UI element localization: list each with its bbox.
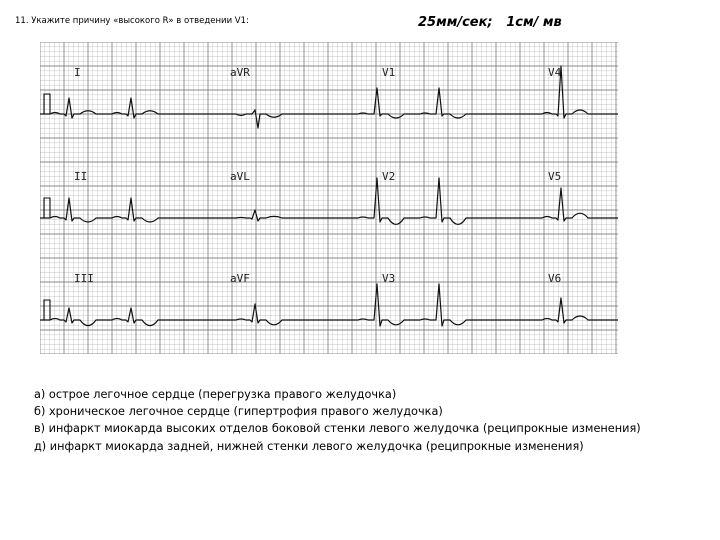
ecg-calibration-pulse (42, 300, 50, 320)
answer-option-a: а) острое легочное сердце (перегрузка правого желудочка) (34, 388, 397, 401)
ecg-strip (40, 42, 618, 354)
ecg-lead-label: V2 (382, 170, 396, 183)
ecg-grid-minor (40, 42, 618, 354)
answer-option-b: б) хроническое легочное сердце (гипертрофия правого желудочка) (34, 405, 443, 419)
answer-option-d: д) инфаркт миокарда задней, нижней стенки левого желудочка (реципрокные изменения) (34, 439, 584, 453)
ecg-lead-label: aVR (230, 66, 250, 79)
answer-option-c: в) инфаркт миокарда высоких отделов боковой стенки левого желудочка (реципрокные изменения) (34, 422, 641, 436)
ecg-calibration-pulse (42, 198, 50, 218)
ecg-lead-label: V4 (548, 66, 562, 79)
ecg-trace-i (40, 98, 190, 118)
ecg-lead-label: I (74, 66, 81, 79)
ecg-chart (40, 42, 618, 354)
ecg-trace-v3 (342, 284, 496, 326)
question-text: 11. Укажите причину «высокого R» в отведении V1: (15, 16, 249, 26)
ecg-lead-label: V6 (548, 272, 562, 285)
ecg-lead-label: II (74, 170, 88, 183)
ecg-trace-v5 (496, 188, 618, 221)
ecg-trace-v2 (342, 178, 496, 224)
ecg-lead-label: V3 (382, 272, 396, 285)
ecg-calibration-pulse (42, 94, 50, 114)
answer-list (34, 386, 674, 455)
ecg-trace-v1 (342, 88, 496, 118)
ecg-lead-label: V5 (548, 170, 562, 183)
ecg-lead-label: aVF (230, 272, 250, 285)
ecg-grid-major (40, 42, 618, 354)
ecg-lead-label: III (74, 272, 94, 285)
ecg-lead-label: V1 (382, 66, 396, 79)
ecg-lead-label: aVL (230, 170, 250, 183)
ecg-scale-label: 25мм/сек; 1см/ мв (418, 15, 562, 30)
ecg-trace-v6 (496, 298, 618, 323)
